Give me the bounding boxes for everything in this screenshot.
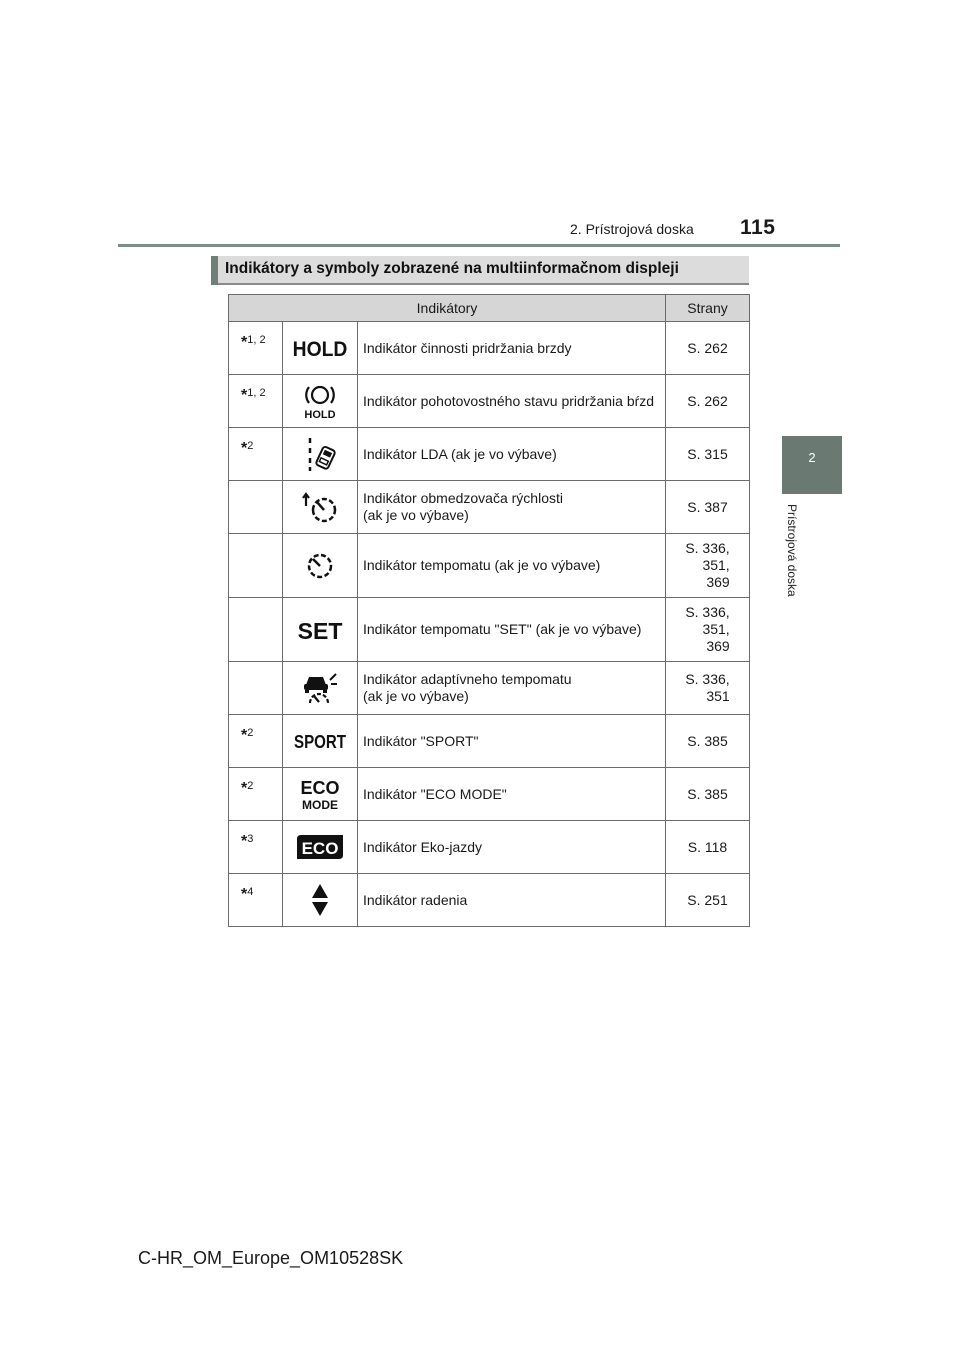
eco-mode-icon (283, 768, 358, 821)
page-reference: S. 336, 351, 369 (666, 534, 750, 598)
footnote-mark: *3 (229, 821, 283, 874)
table-row (229, 481, 750, 534)
sport-icon (283, 715, 358, 768)
indicator-description: Indikátor adaptívneho tempomatu (ak je vo výbave) (358, 662, 666, 715)
column-header-indicators: Indikátory (229, 295, 666, 322)
footnote-mark (229, 534, 283, 598)
indicator-description: Indikátor LDA (ak je vo výbave) (358, 428, 666, 481)
indicator-description: Indikátor obmedzovača rýchlosti (ak je vo výbave) (358, 481, 666, 534)
chapter-tab-label: Prístrojová doska (785, 504, 799, 597)
footnote-mark: *2 (229, 428, 283, 481)
page-reference: S. 387 (666, 481, 750, 534)
speed-limiter-icon (283, 481, 358, 534)
chapter-tab (782, 436, 842, 494)
lda-icon (283, 428, 358, 481)
header-divider (118, 244, 840, 247)
table-row (229, 534, 750, 598)
table-row (229, 428, 750, 481)
indicator-description: Indikátor činnosti pridržania brzdy (358, 322, 666, 375)
footnote-mark: *2 (229, 768, 283, 821)
footnote-mark: *1, 2 (229, 375, 283, 428)
indicator-description: Indikátor tempomatu "SET" (ak je vo výbave) (358, 598, 666, 662)
page-reference: S. 336, 351 (666, 662, 750, 715)
footnote-mark (229, 481, 283, 534)
table-row (229, 715, 750, 768)
table-row (229, 598, 750, 662)
section-title: Indikátory a symboly zobrazené na multiinformačnom displeji (225, 260, 679, 277)
header-section-title: 2. Prístrojová doska (570, 221, 694, 237)
table-row (229, 662, 750, 715)
shift-indicator-icon (283, 874, 358, 927)
footnote-mark: *2 (229, 715, 283, 768)
table-row (229, 768, 750, 821)
svg-text:HOLD: HOLD (304, 409, 336, 421)
page-reference: S. 262 (666, 375, 750, 428)
table-row (229, 322, 750, 375)
svg-text:HOLD: HOLD (292, 338, 348, 362)
svg-text:SPORT: SPORT (294, 732, 346, 752)
page-reference: S. 315 (666, 428, 750, 481)
table-row (229, 874, 750, 927)
indicator-description: Indikátor Eko-jazdy (358, 821, 666, 874)
footnote-mark (229, 662, 283, 715)
section-title-bar (211, 256, 749, 285)
page-reference: S. 336, 351, 369 (666, 598, 750, 662)
indicator-table (228, 294, 750, 927)
footnote-mark: *1, 2 (229, 322, 283, 375)
page-reference: S. 262 (666, 322, 750, 375)
eco-drive-icon (283, 821, 358, 874)
hold-icon (283, 322, 358, 375)
svg-text:SET: SET (297, 617, 343, 644)
page-reference: S. 251 (666, 874, 750, 927)
chapter-tab-number: 2 (808, 450, 816, 465)
footnote-mark: *4 (229, 874, 283, 927)
page-reference: S. 385 (666, 768, 750, 821)
column-header-pages: Strany (666, 295, 750, 322)
table-row (229, 375, 750, 428)
table-row (229, 821, 750, 874)
indicator-description: Indikátor tempomatu (ak je vo výbave) (358, 534, 666, 598)
svg-text:ECO: ECO (301, 839, 339, 858)
svg-text:ECO: ECO (300, 778, 340, 798)
svg-text:MODE: MODE (302, 798, 338, 812)
brake-hold-standby-icon (283, 375, 358, 428)
indicator-description: Indikátor pohotovostného stavu pridržania bŕzd (358, 375, 666, 428)
page-number: 115 (740, 216, 776, 239)
cruise-control-icon (283, 534, 358, 598)
page-reference: S. 118 (666, 821, 750, 874)
indicator-description: Indikátor "SPORT" (358, 715, 666, 768)
page-reference: S. 385 (666, 715, 750, 768)
document-footer: C-HR_OM_Europe_OM10528SK (138, 1248, 404, 1268)
footnote-mark (229, 598, 283, 662)
set-icon (283, 598, 358, 662)
table-header-row (229, 295, 750, 322)
adaptive-cruise-icon (283, 662, 358, 715)
indicator-description: Indikátor "ECO MODE" (358, 768, 666, 821)
indicator-description: Indikátor radenia (358, 874, 666, 927)
